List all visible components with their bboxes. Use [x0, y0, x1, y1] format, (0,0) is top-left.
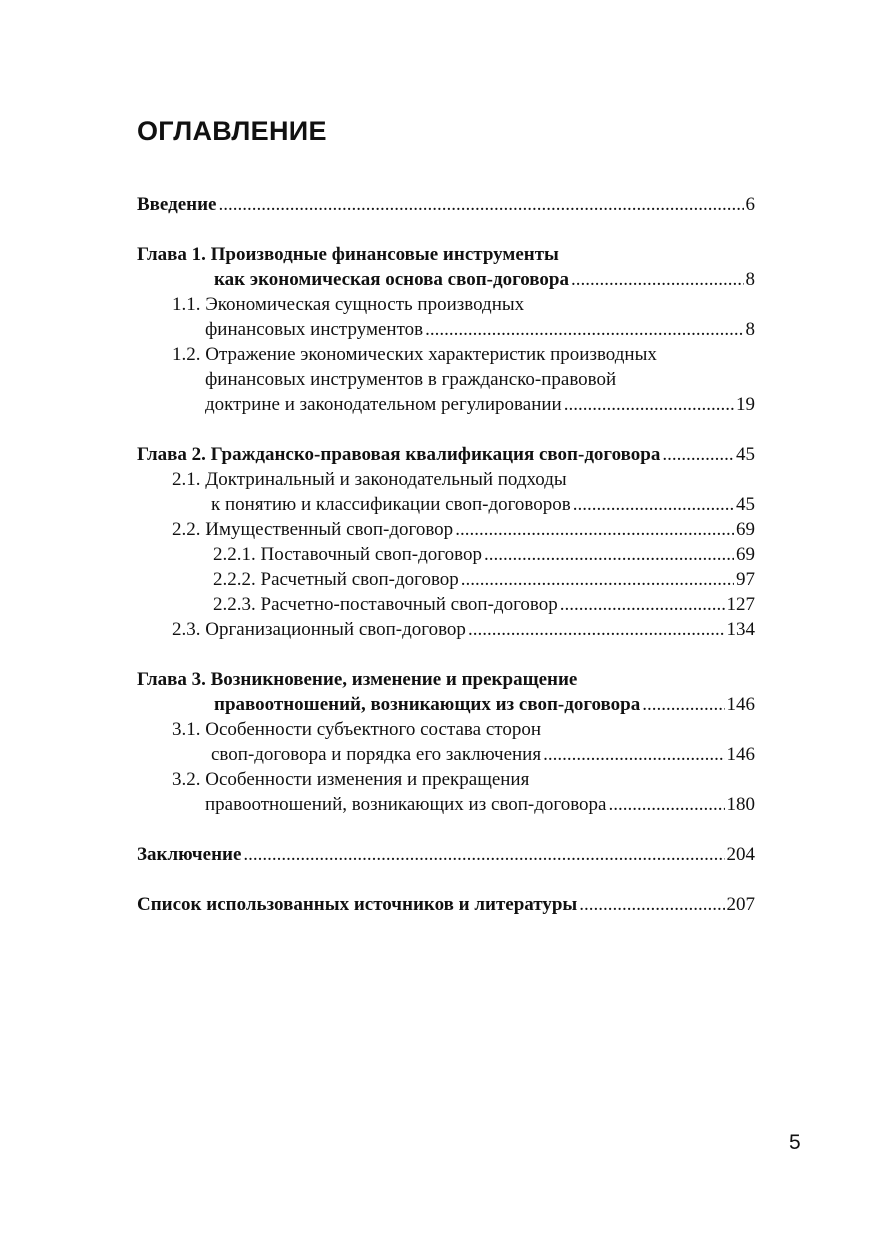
toc-entry-chapter-1[interactable]	[137, 242, 755, 292]
toc-entry-title-cont: как экономическая основа своп-договора	[214, 269, 569, 290]
leader-dots	[560, 592, 725, 617]
toc-entry-section-2-1[interactable]	[137, 467, 755, 517]
toc-entry-section-2-2[interactable]	[137, 517, 755, 542]
leader-dots	[484, 542, 734, 567]
toc-entry-title: 2.2.3. Расчетно-поставочный своп-договор	[213, 594, 558, 615]
toc-page-number: 146	[726, 694, 755, 715]
toc-entry-title-cont: правоотношений, возникающих из своп-договора	[205, 794, 607, 815]
toc-page-number: 180	[726, 794, 755, 815]
toc-page-number: 146	[726, 744, 755, 765]
leader-dots	[571, 267, 744, 292]
table-of-contents	[137, 192, 755, 917]
toc-entry-chapter-3[interactable]	[137, 667, 755, 717]
toc-page-number: 127	[726, 594, 755, 615]
toc-entry-chapter-2[interactable]	[137, 442, 755, 467]
leader-dots	[642, 692, 724, 717]
toc-entry-section-3-1[interactable]	[137, 717, 755, 767]
toc-entry-title: Глава 2. Гражданско-правовая квалификация своп-договора	[137, 444, 661, 465]
toc-entry-title: 1.1. Экономическая сущность производных	[172, 294, 525, 315]
toc-entry-section-2-3[interactable]	[137, 617, 755, 642]
toc-page-number: 45	[736, 444, 755, 465]
toc-page-number: 45	[736, 494, 755, 515]
leader-dots	[609, 792, 725, 817]
toc-page-number: 8	[745, 269, 755, 290]
toc-page-number: 69	[736, 519, 755, 540]
toc-entry-title: Глава 3. Возникновение, изменение и прекращение	[137, 669, 578, 690]
leader-dots	[468, 617, 725, 642]
leader-dots	[461, 567, 734, 592]
leader-dots	[573, 492, 734, 517]
toc-entry-subsection-2-2-1[interactable]	[137, 542, 755, 567]
toc-entry-section-1-2[interactable]	[137, 342, 755, 417]
leader-dots	[243, 842, 724, 867]
leader-dots	[425, 317, 743, 342]
page-title: ОГЛАВЛЕНИЕ	[137, 116, 327, 146]
toc-entry-subsection-2-2-3[interactable]	[137, 592, 755, 617]
leader-dots	[455, 517, 734, 542]
leader-dots	[219, 192, 744, 217]
toc-page-number: 207	[726, 894, 755, 915]
toc-entry-title: Заключение	[137, 844, 242, 865]
toc-page-number: 204	[726, 844, 755, 865]
toc-entry-section-3-2[interactable]	[137, 767, 755, 817]
toc-entry-title: Глава 1. Производные финансовые инструменты	[137, 244, 559, 265]
leader-dots	[564, 392, 734, 417]
leader-dots	[662, 442, 734, 467]
toc-entry-conclusion[interactable]	[137, 842, 755, 867]
toc-entry-title: 3.1. Особенности субъектного состава сторон	[172, 719, 541, 740]
toc-entry-title: 2.1. Доктринальный и законодательный подходы	[172, 469, 567, 490]
toc-entry-title: 2.2.2. Расчетный своп-договор	[213, 569, 459, 590]
toc-entry-title: 2.3. Организационный своп-договор	[172, 619, 466, 640]
toc-page-number: 19	[736, 394, 755, 415]
toc-page-number: 8	[745, 319, 755, 340]
toc-page-number: 97	[736, 569, 755, 590]
toc-entry-title: 2.2. Имущественный своп-договор	[172, 519, 454, 540]
toc-entry-section-1-1[interactable]	[137, 292, 755, 342]
toc-page-number: 6	[745, 194, 755, 215]
toc-entry-title-cont: к понятию и классификации своп-договоров	[211, 494, 571, 515]
leader-dots	[579, 892, 724, 917]
toc-entry-title-cont: доктрине и законодательном регулировании	[205, 394, 562, 415]
toc-entry-subsection-2-2-2[interactable]	[137, 567, 755, 592]
toc-entry-intro[interactable]	[137, 192, 755, 217]
toc-entry-title: 2.2.1. Поставочный своп-договор	[213, 544, 482, 565]
page-number: 5	[789, 1131, 801, 1154]
toc-page-number: 69	[736, 544, 755, 565]
toc-entry-title: Введение	[137, 194, 217, 215]
toc-entry-title-cont: своп-договора и порядка его заключения	[211, 744, 542, 765]
leader-dots	[543, 742, 724, 767]
toc-entry-title: Список использованных источников и литературы	[137, 894, 578, 915]
toc-entry-references[interactable]	[137, 892, 755, 917]
toc-entry-title-cont: финансовых инструментов	[205, 319, 424, 340]
toc-entry-title: 1.2. Отражение экономических характеристик производных	[172, 344, 657, 365]
toc-entry-title-cont: финансовых инструментов в гражданско-правовой	[205, 369, 617, 390]
toc-page-number: 134	[726, 619, 755, 640]
toc-entry-title-cont: правоотношений, возникающих из своп-договора	[214, 694, 641, 715]
toc-entry-title: 3.2. Особенности изменения и прекращения	[172, 769, 530, 790]
